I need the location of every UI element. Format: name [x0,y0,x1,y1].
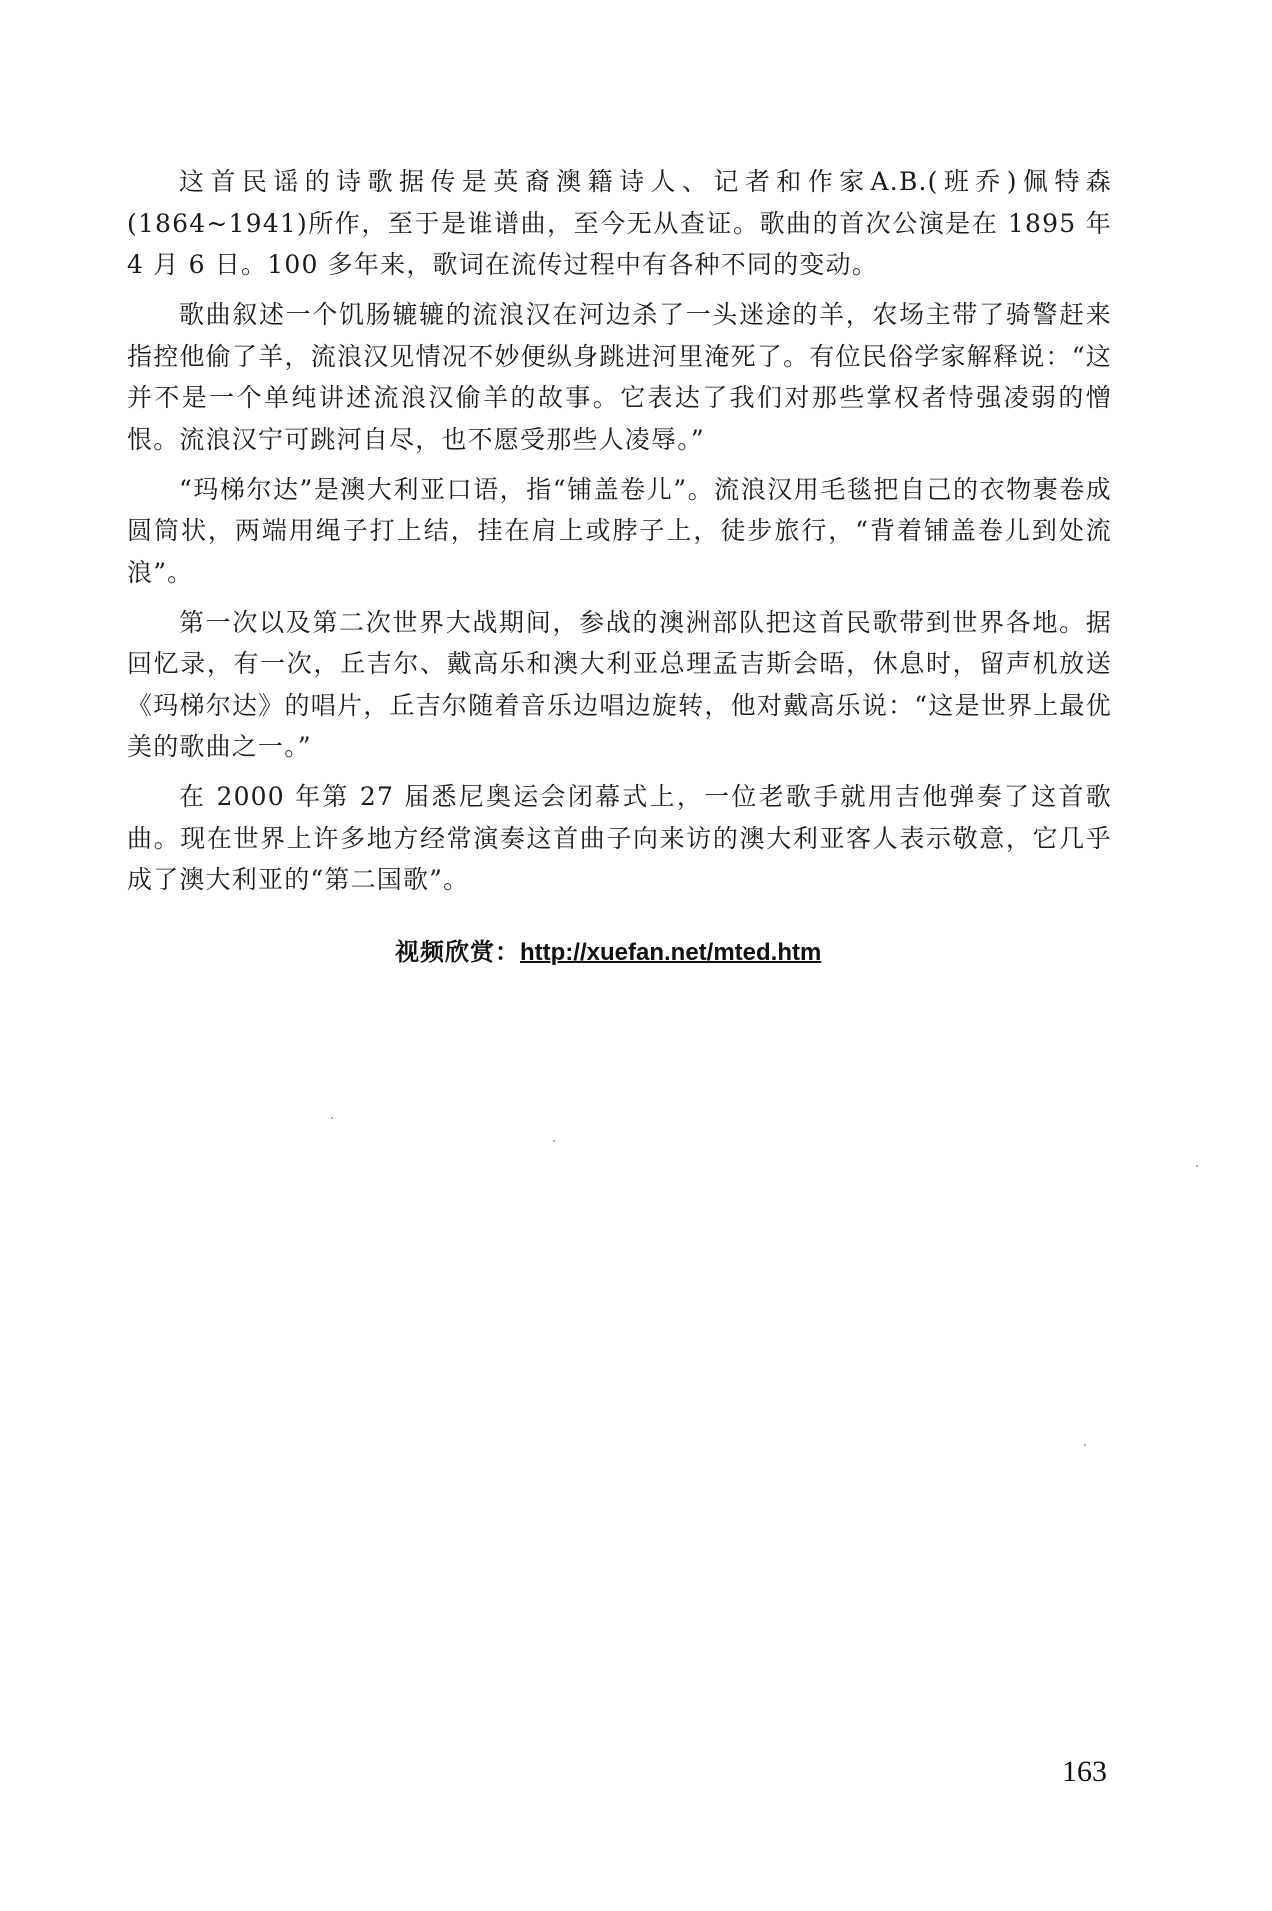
paragraph-olympics: 在 2000 年第 27 届悉尼奥运会闭幕式上，一位老歌手就用吉他弹奏了这首歌曲。现在世界上许多地方经常演奏这首曲子向来访的澳大利亚客人表示敬意，它几乎成了澳大利亚的“第二国歌”。 [127,782,1112,894]
page-number: 163 [1062,1755,1107,1788]
body-text [127,161,1112,909]
video-url-link[interactable]: http://xuefan.net/mted.htm [520,939,822,966]
scan-speck [1196,1165,1198,1167]
scan-speck [331,1117,333,1119]
paragraph-matilda-meaning: “玛梯尔达”是澳大利亚口语，指“铺盖卷儿”。流浪汉用毛毯把自己的衣物裹卷成圆筒状，两端用绳子打上结，挂在肩上或脖子上，徒步旅行，“背着铺盖卷儿到处流浪”。 [127,474,1112,587]
paragraph-world-wars: 第一次以及第二次世界大战期间，参战的澳洲部队把这首民歌带到世界各地。据回忆录，有一次，丘吉尔、戴高乐和澳大利亚总理孟吉斯会晤，休息时，留声机放送《玛梯尔达》的唱片，丘吉尔随着音乐边唱边旋转，他对戴高乐说：“这是世界上最优美的歌曲之一。” [127,607,1112,761]
scan-speck [1084,1444,1086,1446]
scan-speck [553,1140,555,1142]
paragraph-lyrics-origin: 这首民谣的诗歌据传是英裔澳籍诗人、记者和作家A.B.(班乔)佩特森(1864~1941)所作，至于是谁谱曲，至今无从查证。歌曲的首次公演是在 1895 年 4 月 6 日。100 多年来，歌词在流传过程中有各种不同的变动。 [127,167,1112,279]
video-label: 视频欣赏： [395,939,520,966]
paragraph-song-story: 歌曲叙述一个饥肠辘辘的流浪汉在河边杀了一头迷途的羊，农场主带了骑警赶来指控他偷了羊，流浪汉见情况不妙便纵身跳进河里淹死了。有位民俗学家解释说：“这并不是一个单纯讲述流浪汉偷羊的故事。它表达了我们对那些掌权者恃强凌弱的憎恨。流浪汉宁可跳河自尽，也不愿受那些人凌辱。” [127,300,1112,454]
video-link-line [395,932,821,967]
